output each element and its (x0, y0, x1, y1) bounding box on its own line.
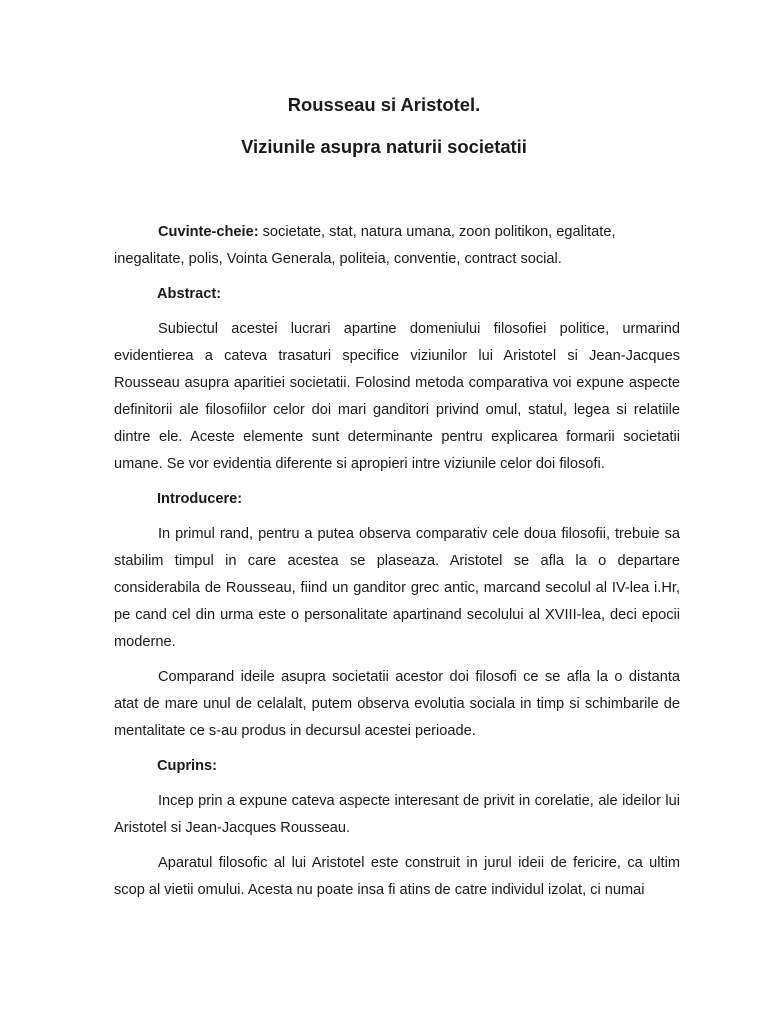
contents-heading: Cuprins: (157, 758, 217, 774)
document-body (114, 219, 680, 912)
introduction-paragraph-1: In primul rand, pentru a putea observa comparativ cele doua filosofii, trebuie sa stabilim timpul in care acestea se plaseaza. Aristotel se afla la o departare considerabila de Rousseau, fiind un ganditor grec antic, marcand secolul al IV-lea i.Hr, pe cand cel din urma este o personalitate apartinand secolului al XVIII-lea, deci epocii moderne. (114, 526, 680, 650)
keywords-text: societate, stat, natura umana, zoon politikon, egalitate, inegalitate, polis, Vointa Generala, politeia, conventie, contract social. (114, 224, 616, 267)
keywords-label: Cuvinte-cheie: (158, 224, 259, 240)
document-title: Rousseau si Aristotel. (287, 94, 481, 115)
keywords-paragraph (114, 219, 680, 273)
introduction-heading: Introducere: (157, 491, 243, 507)
abstract-paragraph: Subiectul acestei lucrari apartine domeniului filosofiei politice, urmarind evidentierea a cateva trasaturi specifice viziunilor lui Aristotel si Jean-Jacques Rousseau asupra aparitiei societatii. Folosind metoda comparativa voi expune aspecte definitorii ale filosofiilor celor doi mari ganditori privind omul, statul, legea si relatiile dintre ele. Aceste elemente sunt determinante pentru explicarea formarii societatii umane. Se vor evidentia diferente si apropieri intre viziunile celor doi filosofi. (114, 321, 680, 472)
abstract-heading: Abstract: (157, 286, 222, 302)
introduction-paragraph-2: Comparand ideile asupra societatii acestor doi filosofi ce se afla la o distanta atat de mare unul de celalalt, putem observa evolutia sociala in timp si schimbarile de mentalitate ce s-au produs in decursul acestei perioade. (114, 669, 680, 739)
contents-paragraph-1: Incep prin a expune cateva aspecte interesant de privit in corelatie, ale ideilor lui Aristotel si Jean-Jacques Rousseau. (114, 793, 680, 836)
contents-paragraph-2: Aparatul filosofic al lui Aristotel este construit in jurul ideii de fericire, ca ultim scop al vietii omului. Acesta nu poate insa fi atins de catre individul izolat, ci numai (114, 855, 680, 898)
document-subtitle: Viziunile asupra naturii societatii (241, 136, 527, 157)
